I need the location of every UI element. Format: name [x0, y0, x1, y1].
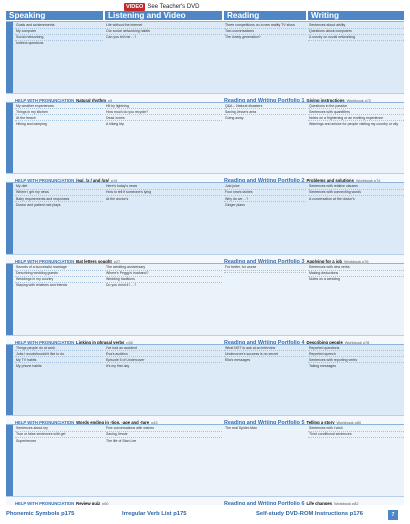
listening-cell: Episode 5 of Undercover	[105, 358, 222, 364]
speaking-column	[15, 426, 103, 495]
pronunciation-page: p9	[107, 98, 113, 102]
writing-cell: Sentences about ability	[308, 23, 404, 29]
writing-cell: Making deductions	[308, 271, 404, 277]
listening-cell: Life without the internet	[105, 23, 222, 29]
unit-number-strip	[6, 103, 13, 174]
pronunciation-page: p35	[126, 340, 133, 344]
listening-cell: The wedding anniversary	[105, 265, 222, 271]
help-with-pronunciation	[15, 416, 220, 424]
listening-cell: Our social networking habits	[105, 29, 222, 35]
unit-footer-bar	[6, 93, 404, 102]
listening-column	[105, 426, 222, 495]
units-table	[6, 21, 404, 505]
pronunciation-topic: Words ending in -tion, -age and -ture	[76, 420, 150, 425]
listening-cell: Can you tell me ...?	[106, 35, 137, 40]
listening-cell: Here's today's news	[105, 184, 222, 190]
unit-number-strip	[6, 345, 13, 416]
writing-cell: Sentences with quantifiers	[308, 110, 404, 116]
listening-cell: At the doctor's	[106, 196, 129, 201]
writing-cell: Notes on a wedding	[309, 277, 340, 282]
portfolio-topic: Telling a story	[306, 420, 335, 425]
speaking-cell: Secrets of a successful marriage	[15, 265, 103, 271]
header-writing: Writing	[308, 11, 404, 20]
speaking-cell: Where I get my news	[15, 190, 103, 196]
unit-number-strip	[6, 264, 13, 335]
reading-cell: Ella's messages	[225, 357, 251, 362]
speaking-cell: At the beach	[15, 116, 103, 122]
unit-6	[6, 424, 404, 505]
portfolio-label: Reading and Writing Portfolio 1	[224, 97, 305, 102]
writing-cell: Third conditional sentences	[308, 432, 404, 438]
portfolio-topic: Giving instructions	[306, 97, 345, 102]
footer-phonemic-symbols[interactable]: Phonemic Symbols p175	[6, 511, 75, 517]
unit-4	[6, 263, 404, 344]
pronunciation-page: p43	[151, 421, 158, 425]
portfolio-page: Workbook p78	[344, 340, 370, 344]
speaking-cell: My TV habits	[15, 358, 103, 364]
portfolio-page: Workbook p82	[334, 502, 359, 506]
listening-cell: Where's Peggy's husband?	[105, 271, 222, 277]
writing-cell: Notes on a frightening or an exciting experience	[308, 116, 404, 122]
speaking-cell: Sentences about my	[15, 426, 103, 432]
help-with-pronunciation	[15, 336, 220, 344]
writing-cell: A survey on social networking	[308, 35, 404, 41]
reading-writing-portfolio	[224, 255, 404, 263]
writing-cell: Questions about computers	[308, 29, 404, 35]
speaking-cell: My diet	[15, 184, 103, 190]
speaking-cell: True or false sentences with get	[15, 432, 103, 438]
unit-footer-bar	[6, 173, 404, 182]
portfolio-page: Workbook p74	[355, 179, 381, 183]
portfolio-topic: Problems and solutions	[306, 178, 354, 183]
pronunciation-label: HELP WITH PRONUNCIATION	[15, 178, 75, 183]
pronunciation-topic: Linking in phrasal verbs	[76, 339, 125, 344]
reading-column	[224, 346, 306, 415]
writing-cell: Warnings and advice for people visiting my country or city	[309, 121, 399, 126]
reading-writing-portfolio	[224, 336, 404, 344]
listening-cell: A hiking trip	[106, 121, 125, 126]
unit-content	[6, 345, 404, 416]
listening-column	[105, 184, 222, 253]
speaking-cell: My computer	[15, 29, 103, 35]
unit-number-strip	[6, 22, 13, 93]
pronunciation-topic: /əʊ/, /ɔː/ and /ʊə/	[76, 178, 109, 183]
footer-irregular-verbs[interactable]: Irregular Verb List p175	[122, 511, 187, 517]
unit-footer-bar	[6, 415, 404, 424]
reading-writing-portfolio	[224, 416, 404, 424]
reading-writing-portfolio	[224, 94, 404, 102]
pronunciation-label: HELP WITH PRONUNCIATION	[15, 259, 75, 264]
writing-column	[308, 346, 404, 415]
help-with-pronunciation	[15, 497, 220, 505]
unit-number-strip	[6, 183, 13, 254]
writing-cell	[308, 439, 404, 440]
speaking-cell: Things people do at work	[15, 346, 103, 352]
reading-column	[224, 265, 306, 334]
speaking-column	[15, 184, 103, 253]
speaking-column	[15, 346, 103, 415]
writing-column	[308, 265, 404, 334]
portfolio-label: Reading and Writing Portfolio 6	[224, 501, 305, 506]
writing-cell: Questions in the passive	[308, 104, 404, 110]
writing-cell: Sentences with relative clauses	[308, 184, 404, 190]
unit-3	[6, 182, 404, 263]
footer-links	[6, 511, 404, 520]
reading-cell	[224, 273, 306, 274]
reading-writing-portfolio	[224, 174, 404, 182]
listening-column	[105, 23, 222, 92]
speaking-cell: Doctor and patient role plays	[16, 202, 61, 207]
reading-cell: Saving Jesse's area	[224, 110, 306, 116]
listening-cell: Five conversations with wishes	[105, 426, 222, 432]
listening-column	[105, 346, 222, 415]
portfolio-page: Workbook p72	[346, 98, 372, 102]
portfolio-label: Reading and Writing Portfolio 2	[224, 178, 305, 183]
video-note: See Teacher's DVD	[147, 4, 200, 10]
pronunciation-page: p60	[102, 502, 109, 506]
portfolio-page: Workbook p80	[336, 421, 361, 425]
writing-cell: Reported speech	[308, 352, 404, 358]
speaking-cell: Jobs I would/wouldn't like to do	[15, 352, 103, 358]
listening-cell: Saving Jessie	[105, 432, 222, 438]
speaking-column	[15, 265, 103, 334]
speaking-cell: My phone habits	[16, 363, 42, 368]
pronunciation-topic: Review quiz	[76, 501, 101, 506]
reading-column	[224, 426, 306, 495]
page-number: 7	[388, 510, 398, 520]
header-speaking: Speaking	[6, 11, 103, 20]
unit-footer-bar	[6, 496, 404, 505]
reading-cell: Two conversations	[224, 29, 306, 35]
reading-column	[224, 23, 306, 92]
footer-dvd-instructions[interactable]: Self-study DVD-ROM Instructions p176	[256, 511, 363, 517]
column-headers	[6, 11, 404, 20]
help-with-pronunciation	[15, 94, 220, 102]
unit-footer-bar	[6, 254, 404, 263]
writing-column	[308, 426, 404, 495]
reading-cell: Just juice	[224, 184, 306, 190]
listening-cell: Dead zones	[105, 116, 222, 122]
pronunciation-label: HELP WITH PRONUNCIATION	[15, 420, 75, 425]
speaking-cell: Describing wedding guests	[15, 271, 103, 277]
header-listening-video: Listening and Video	[105, 11, 222, 20]
writing-column	[308, 23, 404, 92]
writing-cell: Taking messages	[309, 363, 337, 368]
listening-cell: I've had an accident	[105, 346, 222, 352]
unit-2	[6, 102, 404, 183]
unit-content	[6, 103, 404, 174]
reading-cell: For better, for worse	[224, 265, 306, 271]
pronunciation-topic: Bat letters sought	[76, 259, 112, 264]
writing-cell: A conversation at the doctor's	[309, 196, 355, 201]
pronunciation-label: HELP WITH PRONUNCIATION	[15, 501, 75, 506]
portfolio-topic: Life changes	[306, 501, 333, 506]
listening-cell: The life of Stan Lee	[106, 438, 137, 443]
portfolio-topic: Applying for a job	[306, 259, 343, 264]
speaking-cell: Staying with relatives and friends	[16, 283, 68, 288]
unit-5	[6, 344, 404, 425]
reading-column	[224, 184, 306, 253]
speaking-column	[15, 104, 103, 173]
speaking-column	[15, 23, 103, 92]
video-tag	[124, 3, 199, 11]
listening-cell: Hit by lightning	[105, 104, 222, 110]
writing-column	[308, 184, 404, 253]
listening-column	[105, 104, 222, 173]
unit-content	[6, 264, 404, 335]
reading-cell: Four news stories	[224, 190, 306, 196]
reading-cell: Ginger plans	[225, 202, 245, 207]
unit-content	[6, 183, 404, 254]
header-reading: Reading	[224, 11, 306, 20]
listening-cell: Wedding traditions	[105, 277, 222, 283]
pronunciation-label: HELP WITH PRONUNCIATION	[15, 97, 75, 102]
pronunciation-label: HELP WITH PRONUNCIATION	[15, 339, 75, 344]
writing-column	[308, 104, 404, 173]
listening-cell: Eva's audition	[105, 352, 222, 358]
speaking-cell: Baby requirements and responses	[15, 197, 103, 203]
writing-cell	[308, 41, 404, 42]
writing-cell: Sentences with connecting words	[308, 190, 404, 196]
reading-column	[224, 104, 306, 173]
pronunciation-page: p27	[113, 260, 121, 264]
portfolio-label: Reading and Writing Portfolio 3	[224, 259, 305, 264]
speaking-cell: Weddings in my country	[15, 277, 103, 283]
writing-cell: Reported questions	[308, 346, 404, 352]
speaking-cell: Indirect questions	[16, 41, 44, 46]
speaking-cell: My weather experiences	[15, 104, 103, 110]
video-badge: VIDEO	[126, 4, 144, 10]
listening-column	[105, 265, 222, 334]
unit-content	[6, 22, 404, 93]
reading-cell: Three competitions on a new reality TV show	[224, 23, 306, 29]
reading-cell: The real Spider-Man	[225, 426, 257, 431]
reading-cell: The lonely generation?	[225, 35, 261, 40]
reading-cell: Why do we ...?	[224, 197, 306, 203]
unit-footer-bar	[6, 335, 404, 344]
reading-cell: What NOT to ask at an interview	[224, 346, 306, 352]
writing-cell: Sentences with I wish	[308, 426, 404, 432]
reading-writing-portfolio	[224, 497, 404, 505]
reading-cell: Undercover's success is no secret	[224, 352, 306, 358]
unit-1	[6, 21, 404, 102]
speaking-cell: Things in my kitchen	[15, 110, 103, 116]
listening-cell: It's my first day	[106, 363, 130, 368]
pronunciation-topic: Natural rhythm	[76, 97, 106, 102]
portfolio-label: Reading and Writing Portfolio 5	[224, 420, 305, 425]
writing-cell: Sentences with reporting verbs	[308, 358, 404, 364]
unit-content	[6, 425, 404, 496]
portfolio-topic: Describing people	[306, 339, 343, 344]
writing-cell: Sentences with new verbs	[308, 265, 404, 271]
speaking-cell: Hiking and camping	[16, 121, 47, 126]
speaking-cell: Goals and achievements	[15, 23, 103, 29]
listening-cell: How to tell if someone's lying	[105, 190, 222, 196]
speaking-cell: Social networking	[15, 35, 103, 41]
help-with-pronunciation	[15, 174, 220, 182]
reading-cell: Q&A – Natural disasters	[224, 104, 306, 110]
reading-cell: Going away	[225, 115, 244, 120]
listening-cell: How much do you recycle?	[105, 110, 222, 116]
speaking-cell: Superheroes	[16, 438, 37, 443]
portfolio-label: Reading and Writing Portfolio 4	[224, 339, 305, 344]
portfolio-page: Workbook p76	[344, 260, 369, 264]
help-with-pronunciation	[15, 255, 220, 263]
pronunciation-page: p19	[110, 179, 118, 183]
listening-cell: Do you mind if I ...?	[106, 283, 137, 288]
unit-number-strip	[6, 425, 13, 496]
